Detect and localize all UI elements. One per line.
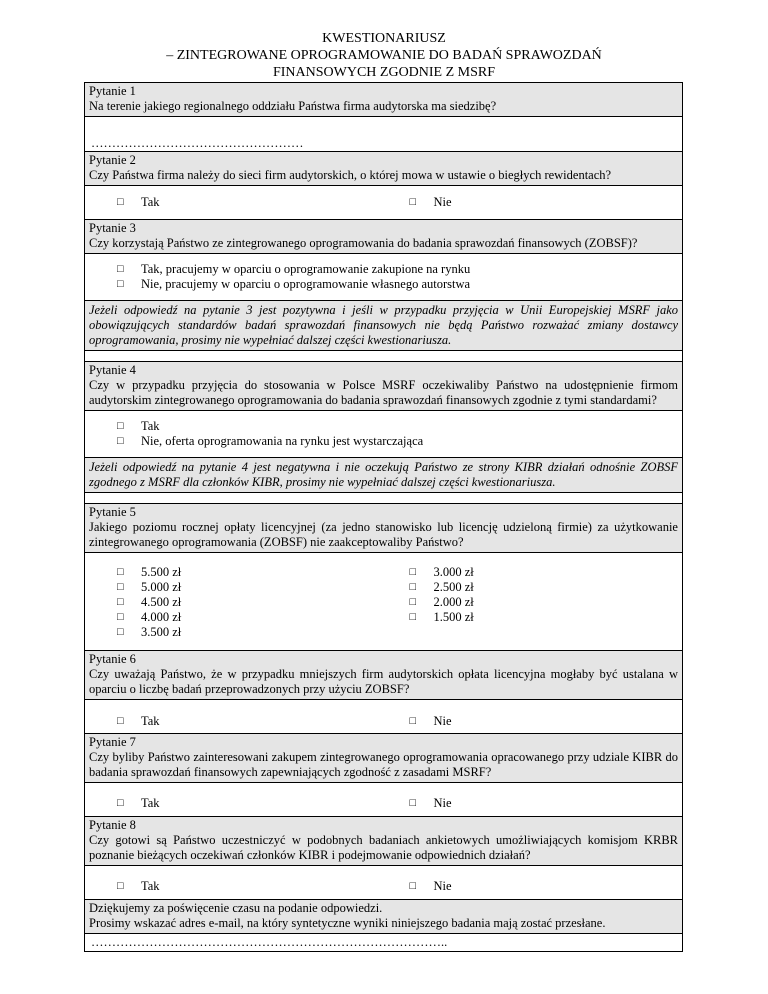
question-4-text: Czy w przypadku przyjęcia do stosowania w Polsce MSRF oczekiwaliby Państwo na udostępnienie firmom audytorskim zintegrowanego oprogramowania do badania sprawozdań finansowych zgodnie z tymi standardami? [89, 378, 678, 407]
question-4-header [85, 362, 682, 411]
title-line-1: KWESTIONARIUSZ [322, 31, 446, 46]
checkbox-icon[interactable]: □ [409, 581, 417, 593]
closing-email-request: Prosimy wskazać adres e-mail, na który syntetyczne wyniki niniejszego badania mają zostać przesłane. [89, 916, 606, 930]
q3-option-1[interactable]: □ Tak, pracujemy w oparciu o oprogramowanie zakupione na rynku [117, 262, 471, 276]
email-answer-area[interactable] [85, 934, 682, 952]
q6-option-no[interactable]: □ Nie [409, 714, 452, 728]
question-7-header [85, 734, 682, 783]
question-2-header [85, 152, 682, 186]
checkbox-icon[interactable]: □ [117, 611, 124, 623]
q3-option-2[interactable]: □ Nie, pracujemy w oparciu o oprogramowanie własnego autorstwa [117, 277, 471, 291]
checkbox-icon[interactable]: □ [117, 263, 124, 275]
checkbox-icon[interactable]: □ [409, 196, 417, 208]
q5-option-4500[interactable]: □ 4.500 zł [117, 595, 182, 609]
checkbox-icon[interactable]: □ [117, 566, 124, 578]
q5-option-4000[interactable]: □ 4.000 zł [117, 610, 182, 624]
checkbox-icon[interactable]: □ [117, 420, 124, 432]
question-1-label: Pytanie 1 [89, 84, 136, 98]
question-1-answer-dots[interactable]: …………………………………………… [91, 136, 304, 150]
spacer [85, 351, 682, 362]
checkbox-icon[interactable]: □ [117, 196, 124, 208]
question-6-label: Pytanie 6 [89, 652, 136, 666]
checkbox-icon[interactable]: □ [409, 880, 417, 892]
question-7-text: Czy byliby Państwo zainteresowani zakupem zintegrowanego oprogramowania opracowanego przy udziale KIBR do badania sprawozdań finansowych zapewniających zgodność z zasadami MSRF? [89, 750, 678, 779]
checkbox-icon[interactable]: □ [117, 797, 124, 809]
question-5-label: Pytanie 5 [89, 505, 136, 519]
question-3-note: Jeżeli odpowiedź na pytanie 3 jest pozytywna i jeśli w przypadku przyjęcia w Unii Europejskiej MSRF jako obowiązujących standardów badań sprawozdań finansowych nie będą Państwo rozważać zmiany dostawcy oprogramowania, prosimy nie wypełniać dalszej części kwestionariusza. [85, 301, 682, 351]
question-3-text: Czy korzystają Państwo ze zintegrowanego oprogramowania do badania sprawozdań finansowych (ZOBSF)? [89, 236, 638, 250]
checkbox-icon[interactable]: □ [409, 566, 417, 578]
question-6-header [85, 651, 682, 700]
question-4-label: Pytanie 4 [89, 363, 136, 377]
question-5-options [85, 553, 682, 651]
question-3-label: Pytanie 3 [89, 221, 136, 235]
q4-option-2[interactable]: □ Nie, oferta oprogramowania na rynku jest wystarczająca [117, 434, 424, 448]
q5-option-5000[interactable]: □ 5.000 zł [117, 580, 182, 594]
question-8-options [85, 866, 682, 900]
q2-option-no[interactable]: □ Nie [409, 195, 452, 209]
question-4-options [85, 411, 682, 458]
q5-option-3500[interactable]: □ 3.500 zł [117, 625, 182, 639]
question-6-text: Czy uważają Państwo, że w przypadku mniejszych firm audytorskich opłata licencyjna mogłaby być ustalana w oparciu o liczbę badań przeprowadzonych przy użyciu ZOBSF? [89, 667, 678, 696]
question-4-note: Jeżeli odpowiedź na pytanie 4 jest negatywna i nie oczekują Państwo ze strony KIBR działań odnośnie ZOBSF zgodnego z MSRF dla członków KIBR, prosimy nie wypełniać dalszej części kwestionariusza. [85, 458, 682, 493]
questionnaire-form [84, 82, 683, 952]
checkbox-icon[interactable]: □ [117, 715, 124, 727]
question-2-label: Pytanie 2 [89, 153, 136, 167]
question-8-text: Czy gotowi są Państwo uczestniczyć w podobnych badaniach ankietowych umożliwiających komisjom KRBR poznanie bieżących oczekiwań członków KIBR i podejmowanie odpowiednich działań? [89, 833, 678, 862]
spacer [85, 493, 682, 504]
checkbox-icon[interactable]: □ [409, 596, 417, 608]
email-answer-dots[interactable]: ………………………………………………………………………….. [91, 935, 448, 949]
question-1-text: Na terenie jakiego regionalnego oddziału Państwa firma audytorska ma siedzibę? [89, 99, 497, 113]
checkbox-icon[interactable]: □ [409, 797, 417, 809]
question-7-options [85, 783, 682, 817]
checkbox-icon[interactable]: □ [117, 880, 124, 892]
q8-option-yes[interactable]: □ Tak [117, 879, 160, 893]
q5-option-2500[interactable]: □ 2.500 zł [409, 580, 474, 594]
closing-section [85, 900, 682, 934]
question-7-label: Pytanie 7 [89, 735, 136, 749]
q6-option-yes[interactable]: □ Tak [117, 714, 160, 728]
checkbox-icon[interactable]: □ [117, 596, 124, 608]
question-5-text: Jakiego poziomu rocznej opłaty licencyjnej (za jedno stanowisko lub licencję udzieloną firmie) za użytkowanie zintegrowanego oprogramowania (ZOBSF) nie zaakceptowaliby Państwo? [89, 520, 678, 549]
question-6-options [85, 700, 682, 734]
question-1-header [85, 83, 682, 117]
q7-option-no[interactable]: □ Nie [409, 796, 452, 810]
question-3-options [85, 254, 682, 301]
question-1-answer-area[interactable] [85, 117, 682, 152]
question-8-header [85, 817, 682, 866]
checkbox-icon[interactable]: □ [117, 626, 124, 638]
checkbox-icon[interactable]: □ [117, 278, 124, 290]
q5-option-3000[interactable]: □ 3.000 zł [409, 565, 474, 579]
checkbox-icon[interactable]: □ [409, 715, 417, 727]
checkbox-icon[interactable]: □ [409, 611, 417, 623]
q4-option-1[interactable]: □ Tak [117, 419, 160, 433]
checkbox-icon[interactable]: □ [117, 581, 124, 593]
question-2-text: Czy Państwa firma należy do sieci firm audytorskich, o której mowa w ustawie o biegłych rewidentach? [89, 168, 612, 182]
q7-option-yes[interactable]: □ Tak [117, 796, 160, 810]
q5-option-2000[interactable]: □ 2.000 zł [409, 595, 474, 609]
question-8-label: Pytanie 8 [89, 818, 136, 832]
q5-option-5500[interactable]: □ 5.500 zł [117, 565, 182, 579]
q2-option-yes[interactable]: □ Tak [117, 195, 160, 209]
checkbox-icon[interactable]: □ [117, 435, 124, 447]
title-line-2: – ZINTEGROWANE OPROGRAMOWANIE DO BADAŃ SPRAWOZDAŃ [166, 48, 602, 63]
q5-option-1500[interactable]: □ 1.500 zł [409, 610, 474, 624]
title-line-3: FINANSOWYCH ZGODNIE Z MSRF [272, 65, 496, 80]
q8-option-no[interactable]: □ Nie [409, 879, 452, 893]
document-title [0, 30, 768, 81]
question-2-options [85, 186, 682, 220]
question-3-header [85, 220, 682, 254]
question-5-header [85, 504, 682, 553]
closing-thanks: Dziękujemy za poświęcenie czasu na podanie odpowiedzi. [89, 901, 383, 915]
